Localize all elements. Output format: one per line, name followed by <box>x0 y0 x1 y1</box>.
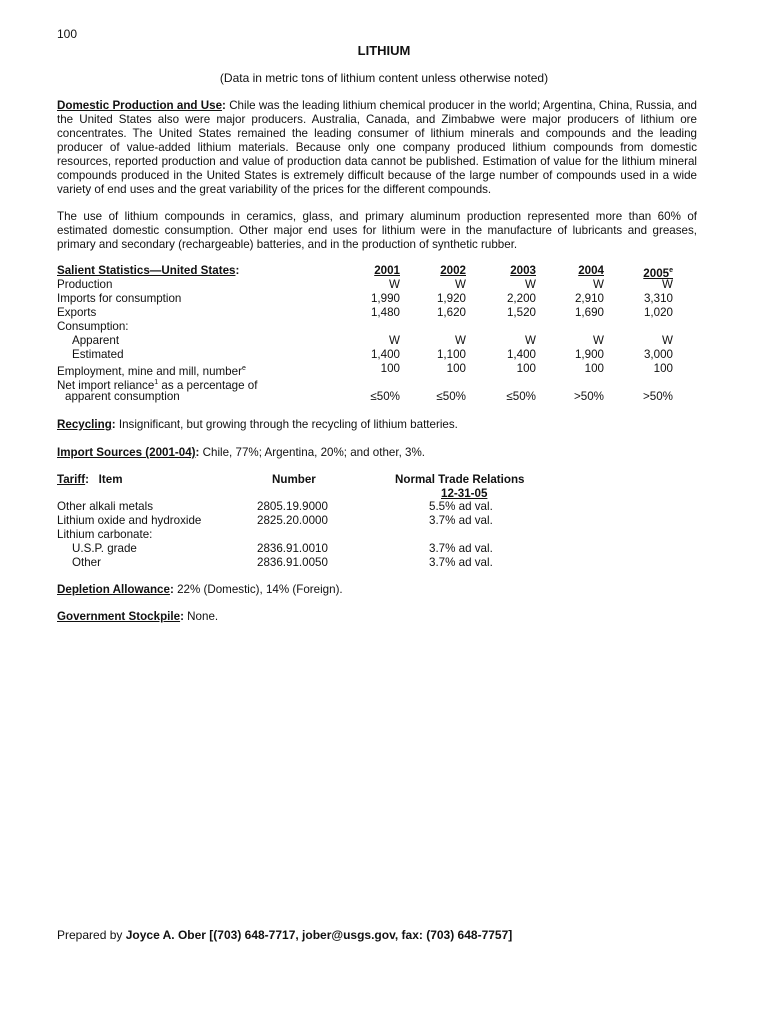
depletion-section: Depletion Allowance: 22% (Domestic), 14% (Foreign). <box>57 583 343 596</box>
tariff-item: Lithium oxide and hydroxide <box>57 514 202 527</box>
page-number: 100 <box>57 27 78 41</box>
domestic-text: Chile was the leading lithium chemical producer in the world; Argentina, China, Russia, and the United States also were major producers. Australia, Canada, and Zimbabwe were major producers of lithium ore concentrates. The United States remained the leading consumer of lithium minerals and compounds and the leading producer of value-added lithium materials. Because only one company produced lithium compounds from domestic resources, reported production and value of production data cannot be published. Estimation of value for the lithium mineral compounds produced in the United States is extremely difficult because of the large number of compounds used in a wide variety of end uses and the great variability of the prices for the different compounds. <box>57 99 697 196</box>
number-column-header: Number <box>272 473 316 486</box>
footnote-marker: 1 <box>154 379 159 386</box>
table-row: Apparent W W W W W <box>72 334 673 347</box>
footer-author: Joyce A. Ober [(703) 648-7717, jober@usgs.gov, fax: (703) 648-7757] <box>125 928 513 942</box>
table-row: Consumption: <box>57 320 129 333</box>
year-header: 2004 <box>578 264 604 277</box>
table-row: apparent consumption ≤50% ≤50% ≤50% >50% >50% <box>65 390 673 403</box>
depletion-heading: Depletion Allowance <box>57 583 170 596</box>
year-header: 2002 <box>440 264 466 277</box>
domestic-section: Domestic Production and Use: Chile was the leading lithium chemical producer in the world; Argentina, China, Russia, and the United States also were major producers. Australia, Canada, and Zimbabwe were major producers of lithium ore concentrates. The United States remained the leading consumer of lithium minerals and compounds and the leading producer of value-added lithium materials. Because only one company produced lithium compounds from domestic resources, reported production and value of production data cannot be published. Estimation of value for the lithium mineral compounds produced in the United States is extremely difficult because of the large number of compounds used in a wide variety of end uses and the great variability of the prices for the different compounds. <box>57 99 697 196</box>
tariff-number: 2805.19.9000 <box>257 500 328 513</box>
table-row: Employment, mine and mill, number$^e$ 100 100 100 100 100 <box>57 362 673 378</box>
salient-header-row: Salient Statistics—United States: 2001 2002 2003 2004 2005e <box>57 264 673 280</box>
stockpile-section: Government Stockpile: None. <box>57 610 219 623</box>
subtitle: (Data in metric tons of lithium content unless otherwise noted) <box>219 71 549 85</box>
year-header: 2001 <box>374 264 400 277</box>
page-title: LITHIUM <box>357 43 411 58</box>
salient-heading: Salient Statistics—United States <box>57 264 236 277</box>
year-header: 2003 <box>510 264 536 277</box>
import-sources-text: Chile, 77%; Argentina, 20%; and other, 3%. <box>202 446 425 459</box>
year-header: 2005e <box>643 266 673 280</box>
tariff-number: 2836.91.0050 <box>257 556 328 569</box>
import-sources-heading: Import Sources (2001-04) <box>57 446 196 459</box>
tariff-number: 2836.91.0010 <box>257 542 328 555</box>
stockpile-text: None. <box>187 610 219 623</box>
tariff-number: 2825.20.0000 <box>257 514 328 527</box>
tariff-rate: 3.7% ad val. <box>429 556 493 569</box>
item-column-header: Item <box>98 473 123 486</box>
footer-prefix: Prepared by <box>57 928 126 942</box>
tariff-item: U.S.P. grade <box>72 542 137 555</box>
tariff-rate: 3.7% ad val. <box>429 514 493 527</box>
footer <box>57 928 512 942</box>
ntr-column-header: Normal Trade Relations <box>395 473 525 486</box>
tariff-item: Lithium carbonate: <box>57 528 153 541</box>
table-row: Imports for consumption 1,990 1,920 2,200 2,910 3,310 <box>57 292 673 305</box>
tariff-rate: 3.7% ad val. <box>429 542 493 555</box>
tariff-rate: 5.5% ad val. <box>429 500 493 513</box>
recycling-heading: Recycling <box>57 418 112 431</box>
uses-paragraph: The use of lithium compounds in ceramics, glass, and primary aluminum production represented more than 60% of estimated domestic consumption. Other major end uses for lithium were in the manufacture of lubricants and greases, primary and secondary (rechargeable) batteries, and in the production of synthetic rubber. <box>57 210 697 251</box>
table-row: Estimated 1,400 1,100 1,400 1,900 3,000 <box>72 348 673 361</box>
estimate-note: e <box>669 267 673 274</box>
tariff-heading: Tariff <box>57 473 86 486</box>
table-row: Exports 1,480 1,620 1,520 1,690 1,020 <box>57 306 673 319</box>
tariff-item: Other alkali metals <box>57 500 154 513</box>
stockpile-heading: Government Stockpile <box>57 610 181 623</box>
recycling-text: Insignificant, but growing through the recycling of lithium batteries. <box>118 418 458 431</box>
import-sources-section: Import Sources (2001-04): Chile, 77%; Argentina, 20%; and other, 3%. <box>57 446 425 459</box>
estimate-note: e <box>241 365 246 372</box>
tariff-item: Other <box>72 556 101 569</box>
table-row: Net import reliance$^1$ as a percentage of <box>57 378 258 392</box>
table-row: Production W W W W W <box>57 278 673 291</box>
tariff-table: Tariff: Item Number Normal Trade Relations 12-31-05 Other alkali metals 2805.19.9000 5.5% ad val. Lithium oxide and hydroxide 2825.20.0000 3.7% ad val. Lithium carbonate: U.S.P. grade 2836.91.0010 3.7% ad val. Other 2836.91.0050 3.7% ad val. <box>57 473 525 569</box>
depletion-text: 22% (Domestic), 14% (Foreign). <box>177 583 343 596</box>
domestic-heading: Domestic Production and Use <box>57 99 223 112</box>
recycling-section: Recycling: Insignificant, but growing through the recycling of lithium batteries. <box>57 418 458 431</box>
ntr-date: 12-31-05 <box>441 487 488 500</box>
